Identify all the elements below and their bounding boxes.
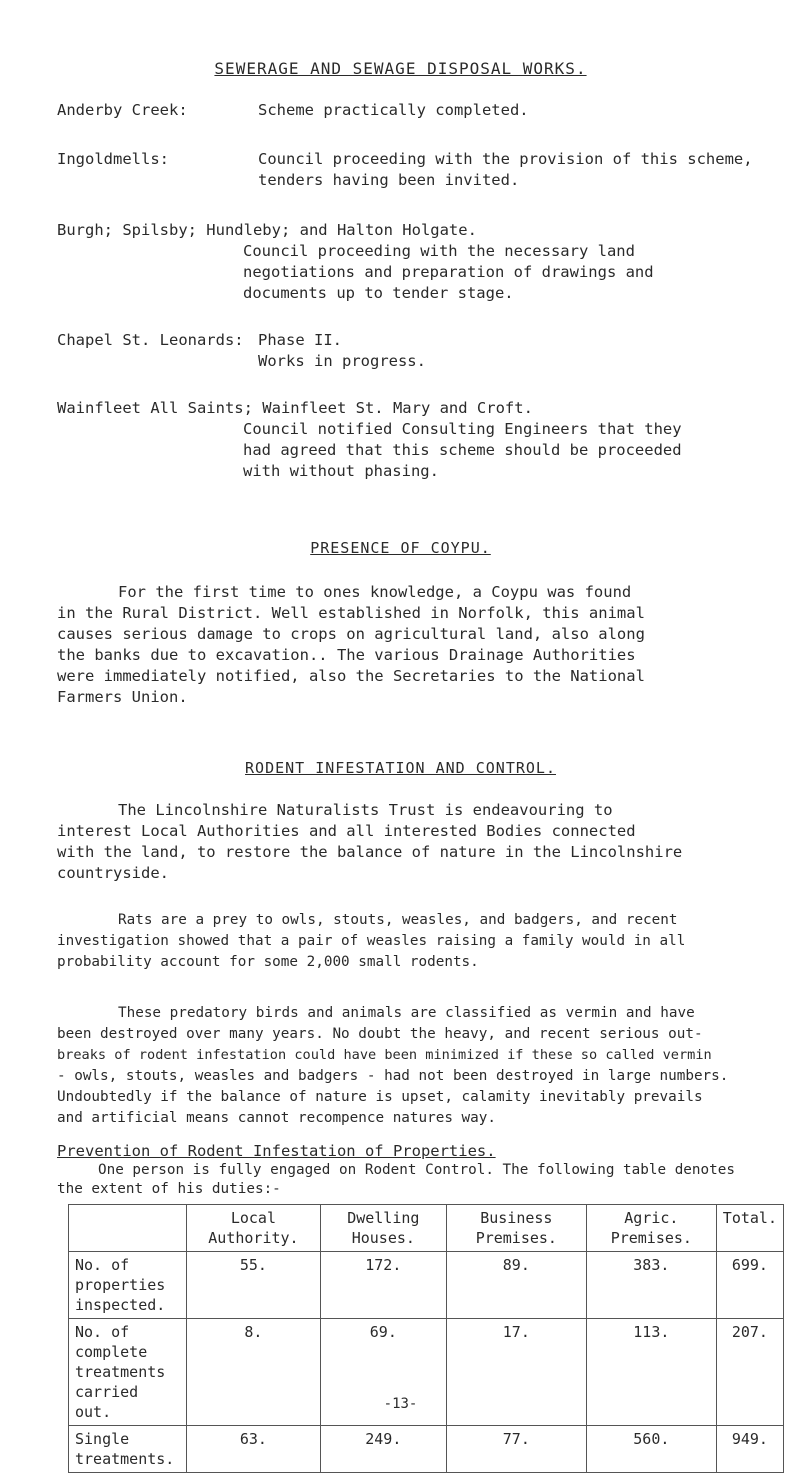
paragraph-line: For the first time to ones knowledge, a Coypu was found: [118, 583, 632, 601]
table-header-cell: Dwelling Houses.: [320, 1205, 446, 1252]
paragraph-line: breaks of rodent infestation could have been minimized if these so called vermin: [57, 1047, 712, 1063]
scheme-text-line: Phase II.: [258, 331, 342, 349]
duties-table: [68, 1204, 784, 1473]
row-label: Single treatments.: [69, 1426, 187, 1473]
table-cell: 113.: [586, 1319, 716, 1426]
scheme-text-line: negotiations and preparation of drawings and: [243, 263, 654, 281]
table-header-cell: Local Authority.: [187, 1205, 321, 1252]
table-header-cell: Business Premises.: [446, 1205, 586, 1252]
paragraph-line: the extent of his duties:-: [57, 1181, 281, 1197]
table-cell: 699.: [716, 1252, 783, 1319]
paragraph-line: Farmers Union.: [57, 688, 188, 706]
paragraph-line: probability account for some 2,000 small rodents.: [57, 954, 479, 970]
paragraph-line: - owls, stouts, weasles and badgers - had not been destroyed in large numbers.: [57, 1068, 729, 1084]
scheme-text-line: Council proceeding with the necessary land: [243, 242, 635, 260]
paragraph-line: These predatory birds and animals are classified as vermin and have: [118, 1005, 695, 1021]
row-label: No. of properties inspected.: [69, 1252, 187, 1319]
paragraph-line: Rats are a prey to owls, stouts, weasles, and badgers, and recent: [118, 912, 678, 928]
table-cell: 383.: [586, 1252, 716, 1319]
scheme-text-line: tenders having been invited.: [258, 171, 520, 189]
paragraph-line: Undoubtedly if the balance of nature is upset, calamity inevitably prevails: [57, 1089, 703, 1105]
page-title: SEWERAGE AND SEWAGE DISPOSAL WORKS.: [214, 59, 587, 78]
table-header-cell: [69, 1205, 187, 1252]
paragraph-line: causes serious damage to crops on agricultural land, also along: [57, 625, 645, 643]
table-cell: 8.: [187, 1319, 321, 1426]
scheme-text-line: documents up to tender stage.: [243, 284, 514, 302]
paragraph-line: were immediately notified, also the Secretaries to the National: [57, 667, 645, 685]
scheme-text-line: had agreed that this scheme should be proceeded: [243, 441, 682, 459]
paragraph-line: the banks due to excavation.. The various Drainage Authorities: [57, 646, 636, 664]
table-cell: 55.: [187, 1252, 321, 1319]
table-cell: 172.: [320, 1252, 446, 1319]
paragraph-line: interest Local Authorities and all interested Bodies connected: [57, 822, 636, 840]
table-cell: 17.: [446, 1319, 586, 1426]
table-cell: 560.: [586, 1426, 716, 1473]
table-header-cell: Total.: [716, 1205, 783, 1252]
scheme-place: Chapel St. Leonards:: [57, 331, 244, 349]
table-cell: 207.: [716, 1319, 783, 1426]
section-heading-coypu: PRESENCE OF COYPU.: [310, 539, 491, 557]
row-label: No. of complete treatments carried out.: [69, 1319, 187, 1426]
paragraph-line: in the Rural District. Well established in Norfolk, this animal: [57, 604, 645, 622]
section-heading-rodent: RODENT INFESTATION AND CONTROL.: [245, 759, 556, 777]
paragraph-line: been destroyed over many years. No doubt the heavy, and recent serious out-: [57, 1026, 703, 1042]
table-cell: 63.: [187, 1426, 321, 1473]
table-cell: 77.: [446, 1426, 586, 1473]
paragraph-line: with the land, to restore the balance of nature in the Lincolnshire: [57, 843, 683, 861]
scheme-place: Ingoldmells:: [57, 150, 169, 168]
table-header-row: [69, 1205, 784, 1252]
paragraph-line: The Lincolnshire Naturalists Trust is endeavouring to: [118, 801, 613, 819]
page-number: -13-: [383, 1396, 418, 1412]
paragraph-line: and artificial means cannot recompence natures way.: [57, 1110, 496, 1126]
scheme-text-line: Council notified Consulting Engineers that they: [243, 420, 682, 438]
table-row: [69, 1252, 784, 1319]
scheme-place: Anderby Creek:: [57, 101, 188, 119]
scheme-text-line: Works in progress.: [258, 352, 426, 370]
table-cell: 89.: [446, 1252, 586, 1319]
scheme-text-line: Council proceeding with the provision of this scheme,: [258, 150, 753, 168]
scheme-text-line: Scheme practically completed.: [258, 101, 529, 119]
table-cell: 69.: [320, 1319, 446, 1426]
scheme-place: Wainfleet All Saints; Wainfleet St. Mary and Croft.: [57, 399, 533, 417]
subheading-prevention: Prevention of Rodent Infestation of Properties.: [57, 1142, 496, 1160]
table-cell: 949.: [716, 1426, 783, 1473]
scheme-text-line: with without phasing.: [243, 462, 439, 480]
paragraph-line: investigation showed that a pair of weasles raising a family would in all: [57, 933, 686, 949]
table-cell: 249.: [320, 1426, 446, 1473]
paragraph-line: One person is fully engaged on Rodent Control. The following table denotes: [98, 1162, 735, 1178]
table-row: [69, 1426, 784, 1473]
scheme-place: Burgh; Spilsby; Hundleby; and Halton Holgate.: [57, 221, 477, 239]
paragraph-line: countryside.: [57, 864, 169, 882]
table-header-cell: Agric. Premises.: [586, 1205, 716, 1252]
